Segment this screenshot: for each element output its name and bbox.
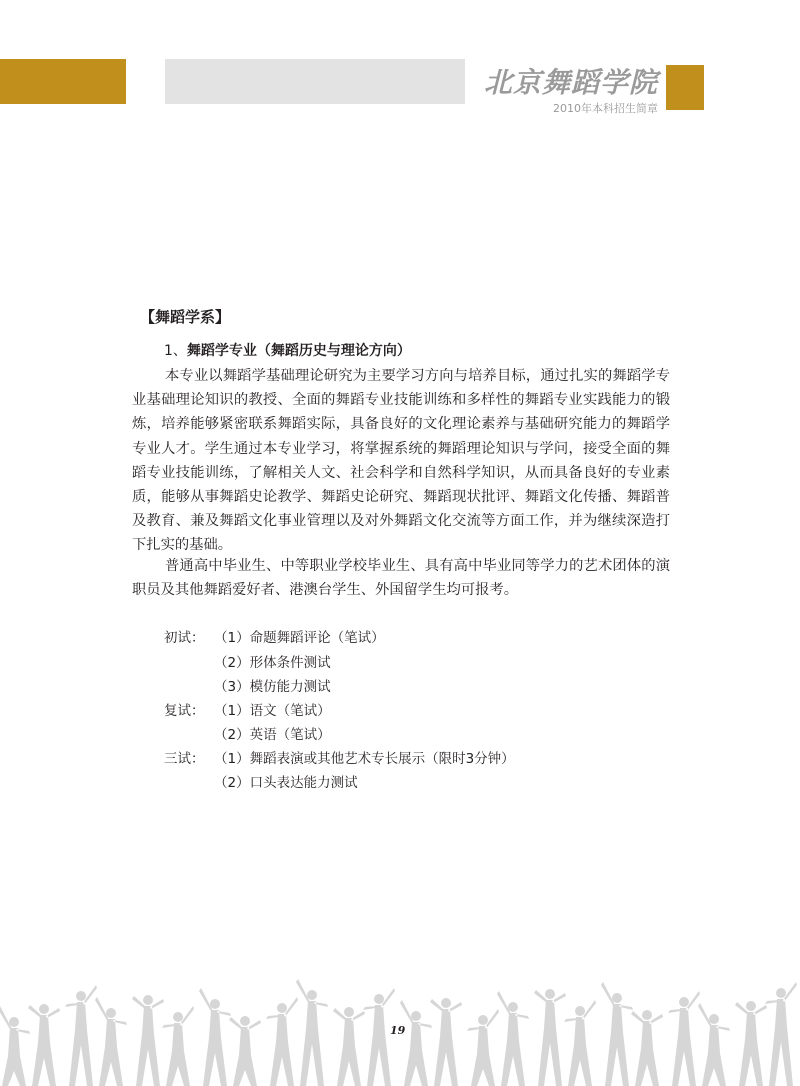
dancer-silhouette: [95, 997, 127, 1086]
exam-item: （2）形体条件测试: [214, 655, 331, 671]
dancer-silhouette: [28, 1004, 60, 1086]
major-number: 1、: [164, 343, 187, 359]
dancer-silhouette: [199, 988, 231, 1086]
dancer-silhouette: [467, 1009, 499, 1086]
dancer-silhouette: [497, 991, 529, 1086]
exam-item: （1）舞蹈表演或其他艺术专长展示（限时3分钟）: [214, 751, 515, 767]
dancer-silhouette: [430, 998, 462, 1086]
exam-label-second: 复试：: [164, 703, 205, 719]
header-gold-bar: [0, 59, 126, 104]
brand-logo: [474, 61, 664, 121]
dancer-silhouette: [668, 991, 700, 1086]
exam-row: [164, 651, 331, 675]
dancer-silhouette: [564, 1000, 596, 1086]
dancer-silhouette: [65, 985, 97, 1086]
exam-row: [164, 723, 331, 747]
eligibility-paragraph: 普通高中毕业生、中等职业学校毕业生、具有高中毕业同等学力的艺术团体的演职员及其他舞蹈爱好者、港澳台学生、外国留学生均可报考。: [132, 558, 670, 599]
dancer-silhouette: [162, 1006, 194, 1086]
dancer-silhouette: [333, 1007, 365, 1086]
exam-label-third: 三试：: [164, 751, 205, 767]
exam-item: （3）模仿能力测试: [214, 679, 331, 695]
exam-row: [164, 747, 515, 771]
exam-row: [164, 699, 331, 723]
dancer-silhouette: [132, 995, 164, 1086]
exam-row: [164, 675, 331, 699]
header-gold-square: [666, 65, 704, 110]
school-name: 北京舞蹈学院: [483, 66, 658, 99]
dancer-silhouette: [296, 979, 328, 1086]
dancer-silhouette: [631, 1010, 663, 1086]
major-heading: [164, 340, 411, 360]
exam-item: （2）英语（笔试）: [214, 727, 331, 743]
exam-item: （2）口头表达能力测试: [214, 775, 358, 791]
dancer-silhouette: [229, 1016, 261, 1086]
major-description: 本专业以舞蹈学基础理论研究为主要学习方向与培养目标，通过扎实的舞蹈学专业基础理论知识的教授、全面的舞蹈专业技能训练和多样性的舞蹈专业实践能力的锻炼，培养能够紧密联系舞蹈实际，具备良好的文化理论素养与基础研究能力的舞蹈学专业人才。学生通过本专业学习，将掌握系统的舞蹈理论知识与学问，接受全面的舞蹈专业技能训练，了解相关人文、社会科学和自然科学知识，从而具备良好的专业素质，能够从事舞蹈史论教学、舞蹈史论研究、舞蹈现状批评、舞蹈文化传播、舞蹈普及教育、兼及舞蹈文化事业管理以及对外舞蹈文化交流等方面工作，并为继续深造打下扎实的基础。: [132, 368, 670, 554]
dancer-silhouette: [765, 982, 797, 1086]
dancer-silhouette: [0, 1006, 30, 1086]
header-grey-bar: [165, 59, 465, 104]
exam-row: [164, 626, 385, 650]
page-number: 19: [390, 1024, 406, 1037]
brochure-subtitle: 2010年本科招生简章: [553, 102, 658, 115]
dancer-silhouette: [601, 982, 633, 1086]
exam-label-first: 初试：: [164, 630, 205, 646]
dancer-silhouette: [698, 1003, 730, 1086]
department-title: 【舞蹈学系】: [140, 308, 231, 326]
exam-row: [164, 771, 358, 795]
dancer-silhouette: [400, 1000, 432, 1086]
exam-item: （1）语文（笔试）: [214, 703, 331, 719]
dancer-silhouette: [534, 989, 566, 1086]
major-direction: （舞蹈历史与理论方向）: [256, 343, 411, 359]
major-name: 舞蹈学专业: [186, 343, 257, 359]
dancer-silhouette: [735, 1001, 767, 1086]
dancer-silhouette: [266, 997, 298, 1086]
exam-item: （1）命题舞蹈评论（笔试）: [214, 630, 385, 646]
dancer-silhouette: [363, 988, 395, 1086]
